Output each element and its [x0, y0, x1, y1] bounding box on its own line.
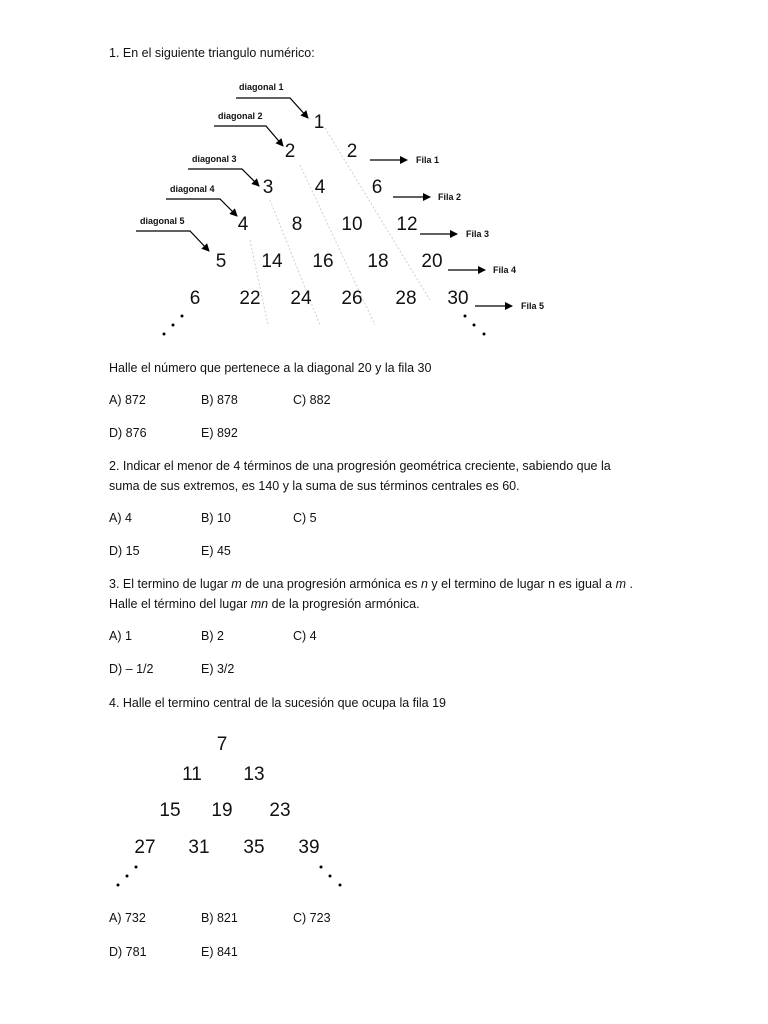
- q4-title: 4. Halle el termino central de la sucesión que ocupa la fila 19: [109, 696, 447, 710]
- q3-line1: 3. El termino de lugar m de una progresión armónica es n y el termino de lugar n es igual a m .: [109, 577, 633, 591]
- triangle-number: 12: [396, 214, 418, 235]
- triangle-number: 18: [367, 251, 389, 272]
- answer-option: E) 3/2: [201, 662, 235, 676]
- triangle-number: 2: [346, 141, 358, 162]
- diagonal-label: diagonal 2: [218, 111, 263, 121]
- q1-question: Halle el número que pertenece a la diagonal 20 y la fila 30: [109, 361, 432, 375]
- diagonal-label: diagonal 5: [140, 216, 185, 226]
- q3-line2: Halle el término del lugar mn de la progresión armónica.: [109, 597, 420, 611]
- diagonal-label: diagonal 1: [239, 82, 284, 92]
- sequence-number: 31: [188, 837, 210, 858]
- triangle-number: 4: [237, 214, 249, 235]
- answer-option: C) 4: [293, 629, 317, 643]
- triangle-number: 16: [312, 251, 334, 272]
- answer-option: E) 892: [201, 426, 238, 440]
- fila-label: Fila 2: [438, 192, 462, 202]
- triangle-number: 28: [395, 288, 417, 309]
- triangle-number: 20: [421, 251, 443, 272]
- sequence-number: 35: [243, 837, 265, 858]
- q2-line2: suma de sus extremos, es 140 y la suma de sus términos centrales es 60.: [109, 479, 520, 493]
- answer-option: E) 841: [201, 945, 238, 959]
- sequence-number: 23: [269, 800, 291, 821]
- answer-option: D) 781: [109, 945, 147, 959]
- answer-option: D) – 1/2: [109, 662, 154, 676]
- triangle-number: 3: [262, 177, 274, 198]
- triangle-number: 6: [371, 177, 383, 198]
- sequence-number: 39: [298, 837, 320, 858]
- q1-title: 1. En el siguiente triangulo numérico:: [109, 46, 315, 60]
- q2-line1: 2. Indicar el menor de 4 términos de una progresión geométrica creciente, sabiendo que la: [109, 459, 611, 473]
- triangle-number: 2: [284, 141, 296, 162]
- answer-option: A) 1: [109, 629, 132, 643]
- triangle-number: 30: [447, 288, 469, 309]
- fila-label: Fila 3: [466, 229, 490, 239]
- answer-option: B) 878: [201, 393, 238, 407]
- sequence-number: 15: [159, 800, 181, 821]
- sequence-number: 13: [243, 764, 265, 785]
- triangle-number: 14: [261, 251, 283, 272]
- answer-option: D) 876: [109, 426, 147, 440]
- answer-option: A) 732: [109, 911, 146, 925]
- triangle-number: 10: [341, 214, 363, 235]
- triangle-number: 26: [341, 288, 363, 309]
- triangle-number: 8: [291, 214, 303, 235]
- sequence-number: 7: [216, 734, 228, 755]
- triangle-number: 24: [290, 288, 312, 309]
- answer-option: D) 15: [109, 544, 140, 558]
- answer-option: B) 10: [201, 511, 231, 525]
- fila-label: Fila 5: [521, 301, 545, 311]
- sequence-number: 11: [182, 764, 202, 785]
- answer-option: B) 2: [201, 629, 224, 643]
- diagonal-label: diagonal 3: [192, 154, 237, 164]
- answer-option: C) 5: [293, 511, 317, 525]
- fila-label: Fila 4: [493, 265, 517, 275]
- answer-option: C) 882: [293, 393, 331, 407]
- answer-option: B) 821: [201, 911, 238, 925]
- diagonal-label: diagonal 4: [170, 184, 215, 194]
- answer-option: A) 872: [109, 393, 146, 407]
- triangle-number: 6: [189, 288, 201, 309]
- triangle-number: 22: [239, 288, 261, 309]
- answer-option: C) 723: [293, 911, 331, 925]
- triangle-number: 4: [314, 177, 326, 198]
- answer-option: A) 4: [109, 511, 132, 525]
- triangle-number: 5: [215, 251, 227, 272]
- triangle-number: 1: [313, 112, 325, 133]
- answer-option: E) 45: [201, 544, 231, 558]
- sequence-number: 19: [211, 800, 233, 821]
- sequence-number: 27: [134, 837, 156, 858]
- fila-label: Fila 1: [416, 155, 440, 165]
